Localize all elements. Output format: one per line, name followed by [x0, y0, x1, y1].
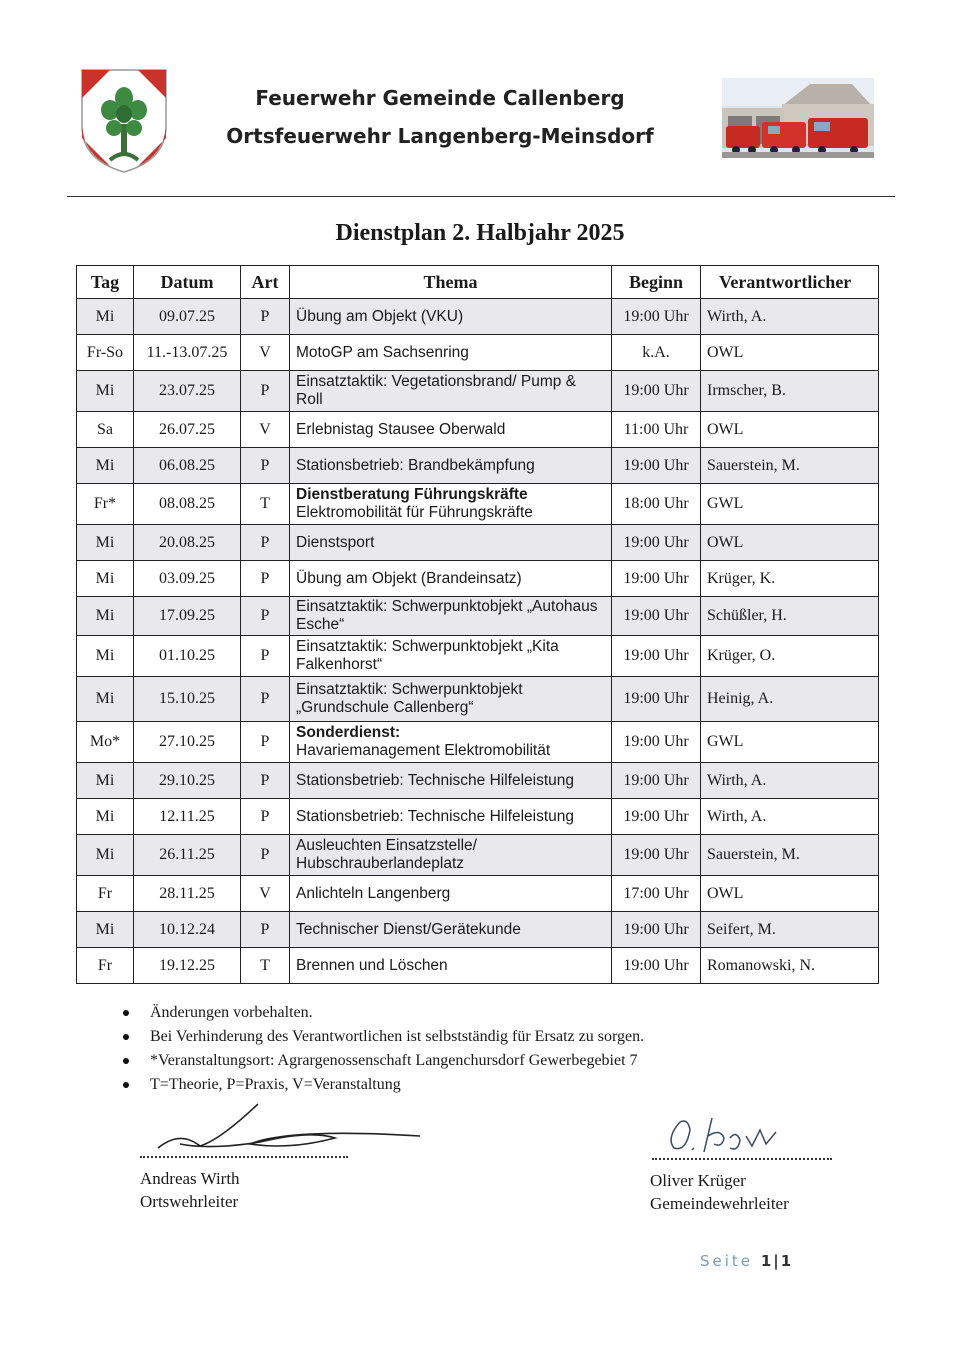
cell-tag: Mi: [77, 561, 134, 597]
cell-datum: 20.08.25: [134, 525, 241, 561]
signature-andreas-wirth: [140, 1100, 430, 1160]
table-row: [77, 763, 879, 799]
col-header-tag: Tag: [77, 266, 134, 299]
cell-thema: Stationsbetrieb: Technische Hilfeleistung: [290, 763, 612, 799]
table-row: [77, 525, 879, 561]
cell-beginn: 19:00 Uhr: [612, 799, 701, 835]
cell-beginn: 19:00 Uhr: [612, 763, 701, 799]
table-row: [77, 636, 879, 677]
col-header-beginn: Beginn: [612, 266, 701, 299]
cell-verantwortlicher: OWL: [701, 335, 879, 371]
cell-tag: Mi: [77, 371, 134, 412]
cell-thema: [290, 484, 612, 525]
cell-verantwortlicher: GWL: [701, 722, 879, 763]
signature-block-left: [140, 1167, 240, 1213]
table-row: [77, 335, 879, 371]
cell-beginn: 19:00 Uhr: [612, 597, 701, 636]
cell-art: P: [241, 722, 290, 763]
cell-beginn: 19:00 Uhr: [612, 636, 701, 677]
cell-art: P: [241, 299, 290, 335]
cell-art: P: [241, 763, 290, 799]
cell-beginn: 11:00 Uhr: [612, 412, 701, 448]
cell-beginn: 19:00 Uhr: [612, 677, 701, 722]
cell-verantwortlicher: Wirth, A.: [701, 799, 879, 835]
cell-thema: Übung am Objekt (Brandeinsatz): [290, 561, 612, 597]
page-total: 1: [780, 1252, 794, 1270]
cell-tag: Mi: [77, 835, 134, 876]
cell-verantwortlicher: OWL: [701, 876, 879, 912]
cell-verantwortlicher: Irmscher, B.: [701, 371, 879, 412]
note-item: T=Theorie, P=Praxis, V=Veranstaltung: [122, 1074, 644, 1098]
cell-datum: 19.12.25: [134, 948, 241, 984]
cell-datum: 12.11.25: [134, 799, 241, 835]
cell-verantwortlicher: Wirth, A.: [701, 299, 879, 335]
table-row: [77, 948, 879, 984]
cell-thema: Übung am Objekt (VKU): [290, 299, 612, 335]
cell-datum: 10.12.24: [134, 912, 241, 948]
cell-tag: Fr*: [77, 484, 134, 525]
cell-thema: Technischer Dienst/Gerätekunde: [290, 912, 612, 948]
note-item: *Veranstaltungsort: Agrargenossenschaft Langenchursdorf Gewerbegebiet 7: [122, 1050, 644, 1074]
cell-art: V: [241, 412, 290, 448]
signature-oliver-krueger: [660, 1108, 800, 1158]
cell-datum: 08.08.25: [134, 484, 241, 525]
cell-datum: 29.10.25: [134, 763, 241, 799]
page-title: Dienstplan 2. Halbjahr 2025: [335, 220, 625, 246]
cell-tag: Mi: [77, 636, 134, 677]
cell-datum: 17.09.25: [134, 597, 241, 636]
cell-thema: Einsatztaktik: Schwerpunktobjekt „Autohaus Esche“: [290, 597, 612, 636]
cell-verantwortlicher: OWL: [701, 412, 879, 448]
cell-datum: 28.11.25: [134, 876, 241, 912]
cell-thema: Dienstsport: [290, 525, 612, 561]
table-row: [77, 876, 879, 912]
cell-art: T: [241, 948, 290, 984]
cell-verantwortlicher: Krüger, K.: [701, 561, 879, 597]
cell-tag: Mi: [77, 597, 134, 636]
signature-block-right: [650, 1169, 789, 1215]
signature-line-left: [140, 1156, 348, 1158]
cell-datum: 26.11.25: [134, 835, 241, 876]
thema-bold-title: Dienstberatung Führungskräfte: [296, 486, 528, 503]
table-header-row: [77, 266, 879, 299]
signer-name-right: Oliver Krüger: [650, 1171, 746, 1190]
thema-text: Havariemanagement Elektromobilität: [296, 742, 551, 759]
page-number: Seite 1|1: [700, 1252, 794, 1270]
cell-verantwortlicher: GWL: [701, 484, 879, 525]
cell-datum: 26.07.25: [134, 412, 241, 448]
col-header-art: Art: [241, 266, 290, 299]
cell-verantwortlicher: Wirth, A.: [701, 763, 879, 799]
cell-thema: Erlebnistag Stausee Oberwald: [290, 412, 612, 448]
cell-verantwortlicher: Sauerstein, M.: [701, 448, 879, 484]
cell-beginn: 19:00 Uhr: [612, 561, 701, 597]
cell-datum: 01.10.25: [134, 636, 241, 677]
cell-datum: 23.07.25: [134, 371, 241, 412]
cell-datum: 15.10.25: [134, 677, 241, 722]
cell-datum: 27.10.25: [134, 722, 241, 763]
cell-tag: Mi: [77, 299, 134, 335]
cell-beginn: 19:00 Uhr: [612, 525, 701, 561]
signer-role-left: Ortswehrleiter: [140, 1192, 239, 1211]
cell-art: P: [241, 525, 290, 561]
cell-art: P: [241, 597, 290, 636]
cell-beginn: k.A.: [612, 335, 701, 371]
table-row: [77, 799, 879, 835]
cell-tag: Sa: [77, 412, 134, 448]
table-row: [77, 484, 879, 525]
organization-subname: Ortsfeuerwehr Langenberg-Meinsdorf: [226, 124, 654, 148]
col-header-thema: Thema: [290, 266, 612, 299]
cell-thema: Einsatztaktik: Vegetationsbrand/ Pump & Roll: [290, 371, 612, 412]
thema-text: Elektromobilität für Führungskräfte: [296, 504, 533, 521]
table-row: [77, 299, 879, 335]
header-divider: [67, 196, 895, 197]
cell-art: V: [241, 335, 290, 371]
signer-role-right: Gemeindewehrleiter: [650, 1194, 789, 1213]
page-current: 1: [760, 1252, 774, 1270]
cell-thema: Einsatztaktik: Schwerpunktobjekt „Grundschule Callenberg“: [290, 677, 612, 722]
cell-beginn: 19:00 Uhr: [612, 722, 701, 763]
table-row: [77, 722, 879, 763]
municipal-crest-logo: [80, 68, 168, 174]
cell-tag: Fr: [77, 876, 134, 912]
cell-thema: [290, 722, 612, 763]
table-row: [77, 448, 879, 484]
cell-tag: Mi: [77, 763, 134, 799]
cell-tag: Mi: [77, 912, 134, 948]
cell-verantwortlicher: Krüger, O.: [701, 636, 879, 677]
cell-thema: MotoGP am Sachsenring: [290, 335, 612, 371]
table-row: [77, 412, 879, 448]
organization-name: Feuerwehr Gemeinde Callenberg: [255, 86, 625, 110]
cell-art: V: [241, 876, 290, 912]
cell-thema: Stationsbetrieb: Brandbekämpfung: [290, 448, 612, 484]
cell-beginn: 19:00 Uhr: [612, 299, 701, 335]
table-row: [77, 597, 879, 636]
cell-datum: 11.-13.07.25: [134, 335, 241, 371]
cell-datum: 09.07.25: [134, 299, 241, 335]
cell-datum: 06.08.25: [134, 448, 241, 484]
note-item: Änderungen vorbehalten.: [122, 1002, 644, 1026]
notes-list: [122, 1002, 644, 1098]
cell-art: P: [241, 561, 290, 597]
cell-art: P: [241, 636, 290, 677]
cell-verantwortlicher: Romanowski, N.: [701, 948, 879, 984]
cell-beginn: 19:00 Uhr: [612, 371, 701, 412]
cell-verantwortlicher: Sauerstein, M.: [701, 835, 879, 876]
cell-thema: Einsatztaktik: Schwerpunktobjekt „Kita Falkenhorst“: [290, 636, 612, 677]
cell-verantwortlicher: Heinig, A.: [701, 677, 879, 722]
thema-bold-title: Sonderdienst:: [296, 724, 401, 741]
cell-beginn: 19:00 Uhr: [612, 448, 701, 484]
cell-thema: Stationsbetrieb: Technische Hilfeleistung: [290, 799, 612, 835]
table-row: [77, 677, 879, 722]
cell-thema: Ausleuchten Einsatzstelle/ Hubschrauberlandeplatz: [290, 835, 612, 876]
table-row: [77, 835, 879, 876]
cell-tag: Mi: [77, 448, 134, 484]
cell-tag: Mi: [77, 677, 134, 722]
signature-line-right: [652, 1158, 832, 1160]
table-row: [77, 371, 879, 412]
cell-art: P: [241, 799, 290, 835]
cell-beginn: 19:00 Uhr: [612, 912, 701, 948]
cell-datum: 03.09.25: [134, 561, 241, 597]
cell-art: P: [241, 448, 290, 484]
cell-art: P: [241, 912, 290, 948]
cell-beginn: 19:00 Uhr: [612, 835, 701, 876]
cell-art: P: [241, 677, 290, 722]
signer-name-left: Andreas Wirth: [140, 1169, 240, 1188]
cell-verantwortlicher: Schüßler, H.: [701, 597, 879, 636]
cell-beginn: 19:00 Uhr: [612, 948, 701, 984]
cell-tag: Mi: [77, 525, 134, 561]
duty-schedule-table: [76, 265, 879, 984]
col-header-verantwortlicher: Verantwortlicher: [701, 266, 879, 299]
cell-art: T: [241, 484, 290, 525]
fire-station-photo: [722, 78, 874, 158]
cell-tag: Mi: [77, 799, 134, 835]
cell-beginn: 18:00 Uhr: [612, 484, 701, 525]
cell-tag: Fr: [77, 948, 134, 984]
cell-thema: Brennen und Löschen: [290, 948, 612, 984]
page-label: Seite: [700, 1252, 754, 1270]
cell-tag: Fr-So: [77, 335, 134, 371]
cell-art: P: [241, 835, 290, 876]
cell-thema: Anlichteln Langenberg: [290, 876, 612, 912]
cell-tag: Mo*: [77, 722, 134, 763]
cell-beginn: 17:00 Uhr: [612, 876, 701, 912]
cell-verantwortlicher: Seifert, M.: [701, 912, 879, 948]
table-row: [77, 561, 879, 597]
cell-verantwortlicher: OWL: [701, 525, 879, 561]
col-header-datum: Datum: [134, 266, 241, 299]
table-row: [77, 912, 879, 948]
note-item: Bei Verhinderung des Verantwortlichen ist selbstständig für Ersatz zu sorgen.: [122, 1026, 644, 1050]
cell-art: P: [241, 371, 290, 412]
